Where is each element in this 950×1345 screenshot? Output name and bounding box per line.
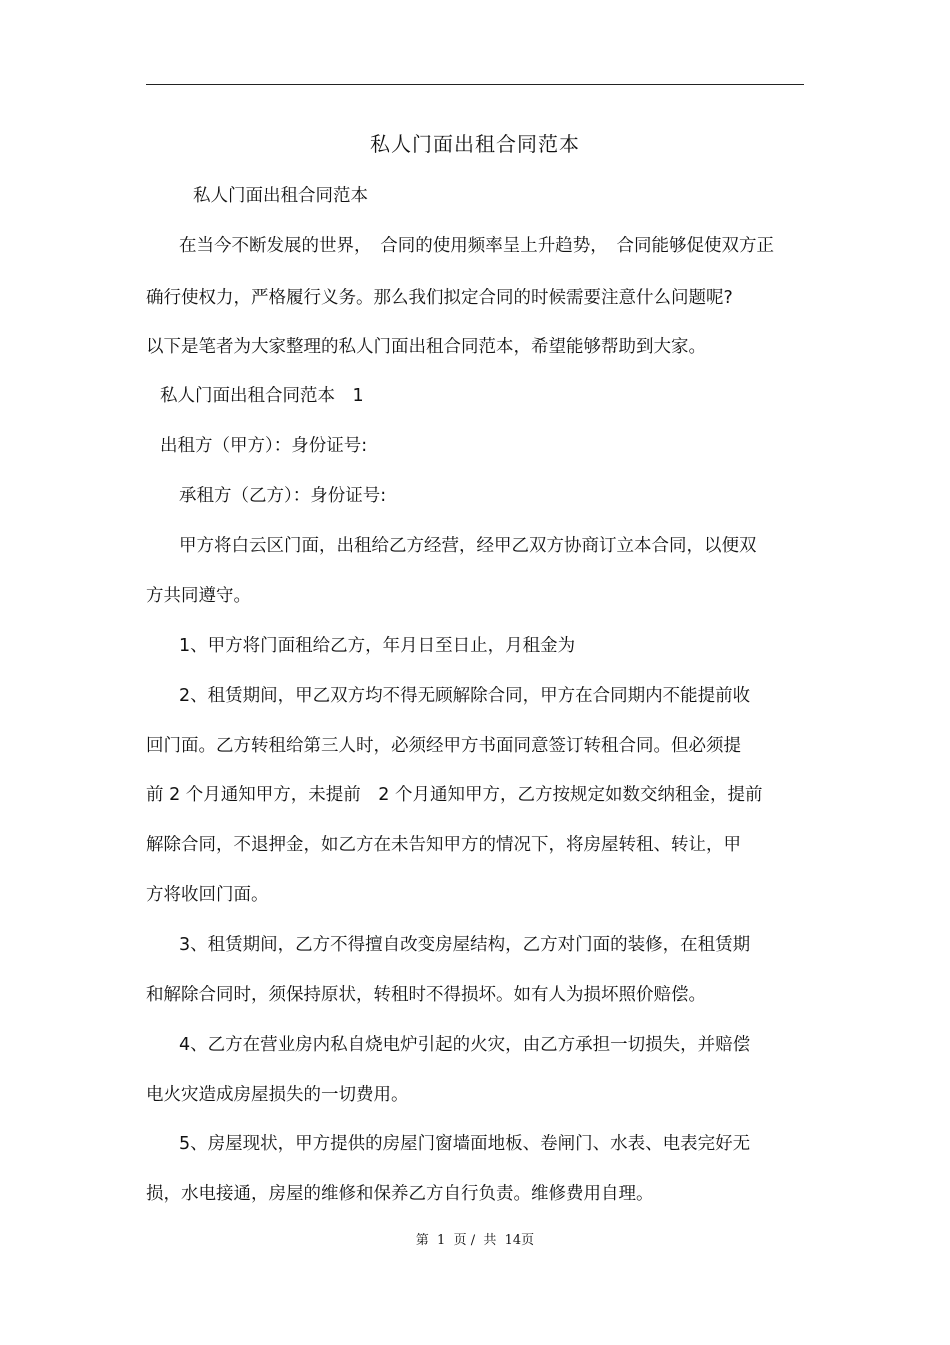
clause-line: 2、租赁期间，甲乙双方均不得无顾解除合同，甲方在合同期内不能提前收 — [179, 686, 751, 706]
clause-line: 4、乙方在营业房内私自烧电炉引起的火灾，由乙方承担一切损失，并赔偿 — [179, 1035, 751, 1055]
lessor-field: 出租方（甲方）：身份证号: — [160, 436, 368, 456]
clause-line: 1、甲方将门面租给乙方，年月日至日止，月租金为 — [179, 636, 576, 656]
document-title: 私人门面出租合同范本 — [370, 132, 580, 156]
paragraph-line: 甲方将白云区门面，出租给乙方经营，经甲乙双方协商订立本合同，以便双 — [179, 536, 757, 556]
page-number: 第 1 页 / 共 14页 — [415, 1233, 535, 1248]
clause-line: 和解除合同时，须保持原状，转租时不得损坏。如有人为损坏照价赔偿。 — [146, 985, 706, 1005]
clause-line: 电火灾造成房屋损失的一切费用。 — [146, 1085, 409, 1105]
section-heading: 私人门面出租合同范本 1 — [160, 386, 364, 406]
paragraph-line: 方共同遵守。 — [146, 586, 251, 606]
lessee-field: 承租方（乙方）：身份证号: — [179, 486, 387, 506]
paragraph-line: 确行使权力，严格履行义务。那么我们拟定合同的时候需要注意什么问题呢? — [146, 288, 733, 308]
paragraph-line: 以下是笔者为大家整理的私人门面出租合同范本，希望能够帮助到大家。 — [146, 337, 706, 357]
clause-line: 前 2 个月通知甲方，未提前 2 个月通知甲方，乙方按规定如数交纳租金，提前 — [146, 785, 763, 805]
paragraph-line: 在当今不断发展的世界， 合同的使用频率呈上升趋势， 合同能够促使双方正 — [179, 236, 774, 256]
clause-line: 5、房屋现状，甲方提供的房屋门窗墙面地板、卷闸门、水表、电表完好无 — [179, 1134, 751, 1154]
clause-line: 解除合同，不退押金，如乙方在未告知甲方的情况下，将房屋转租、转让，甲 — [146, 835, 741, 855]
clause-line: 损，水电接通，房屋的维修和保养乙方自行负责。维修费用自理。 — [146, 1184, 654, 1204]
header-rule — [146, 84, 804, 85]
clause-line: 回门面。乙方转租给第三人时，必须经甲方书面同意签订转租合同。但必须提 — [146, 736, 741, 756]
clause-line: 3、租赁期间，乙方不得擅自改变房屋结构，乙方对门面的装修，在租赁期 — [179, 935, 751, 955]
clause-line: 方将收回门面。 — [146, 885, 269, 905]
document-subtitle: 私人门面出租合同范本 — [193, 186, 368, 206]
